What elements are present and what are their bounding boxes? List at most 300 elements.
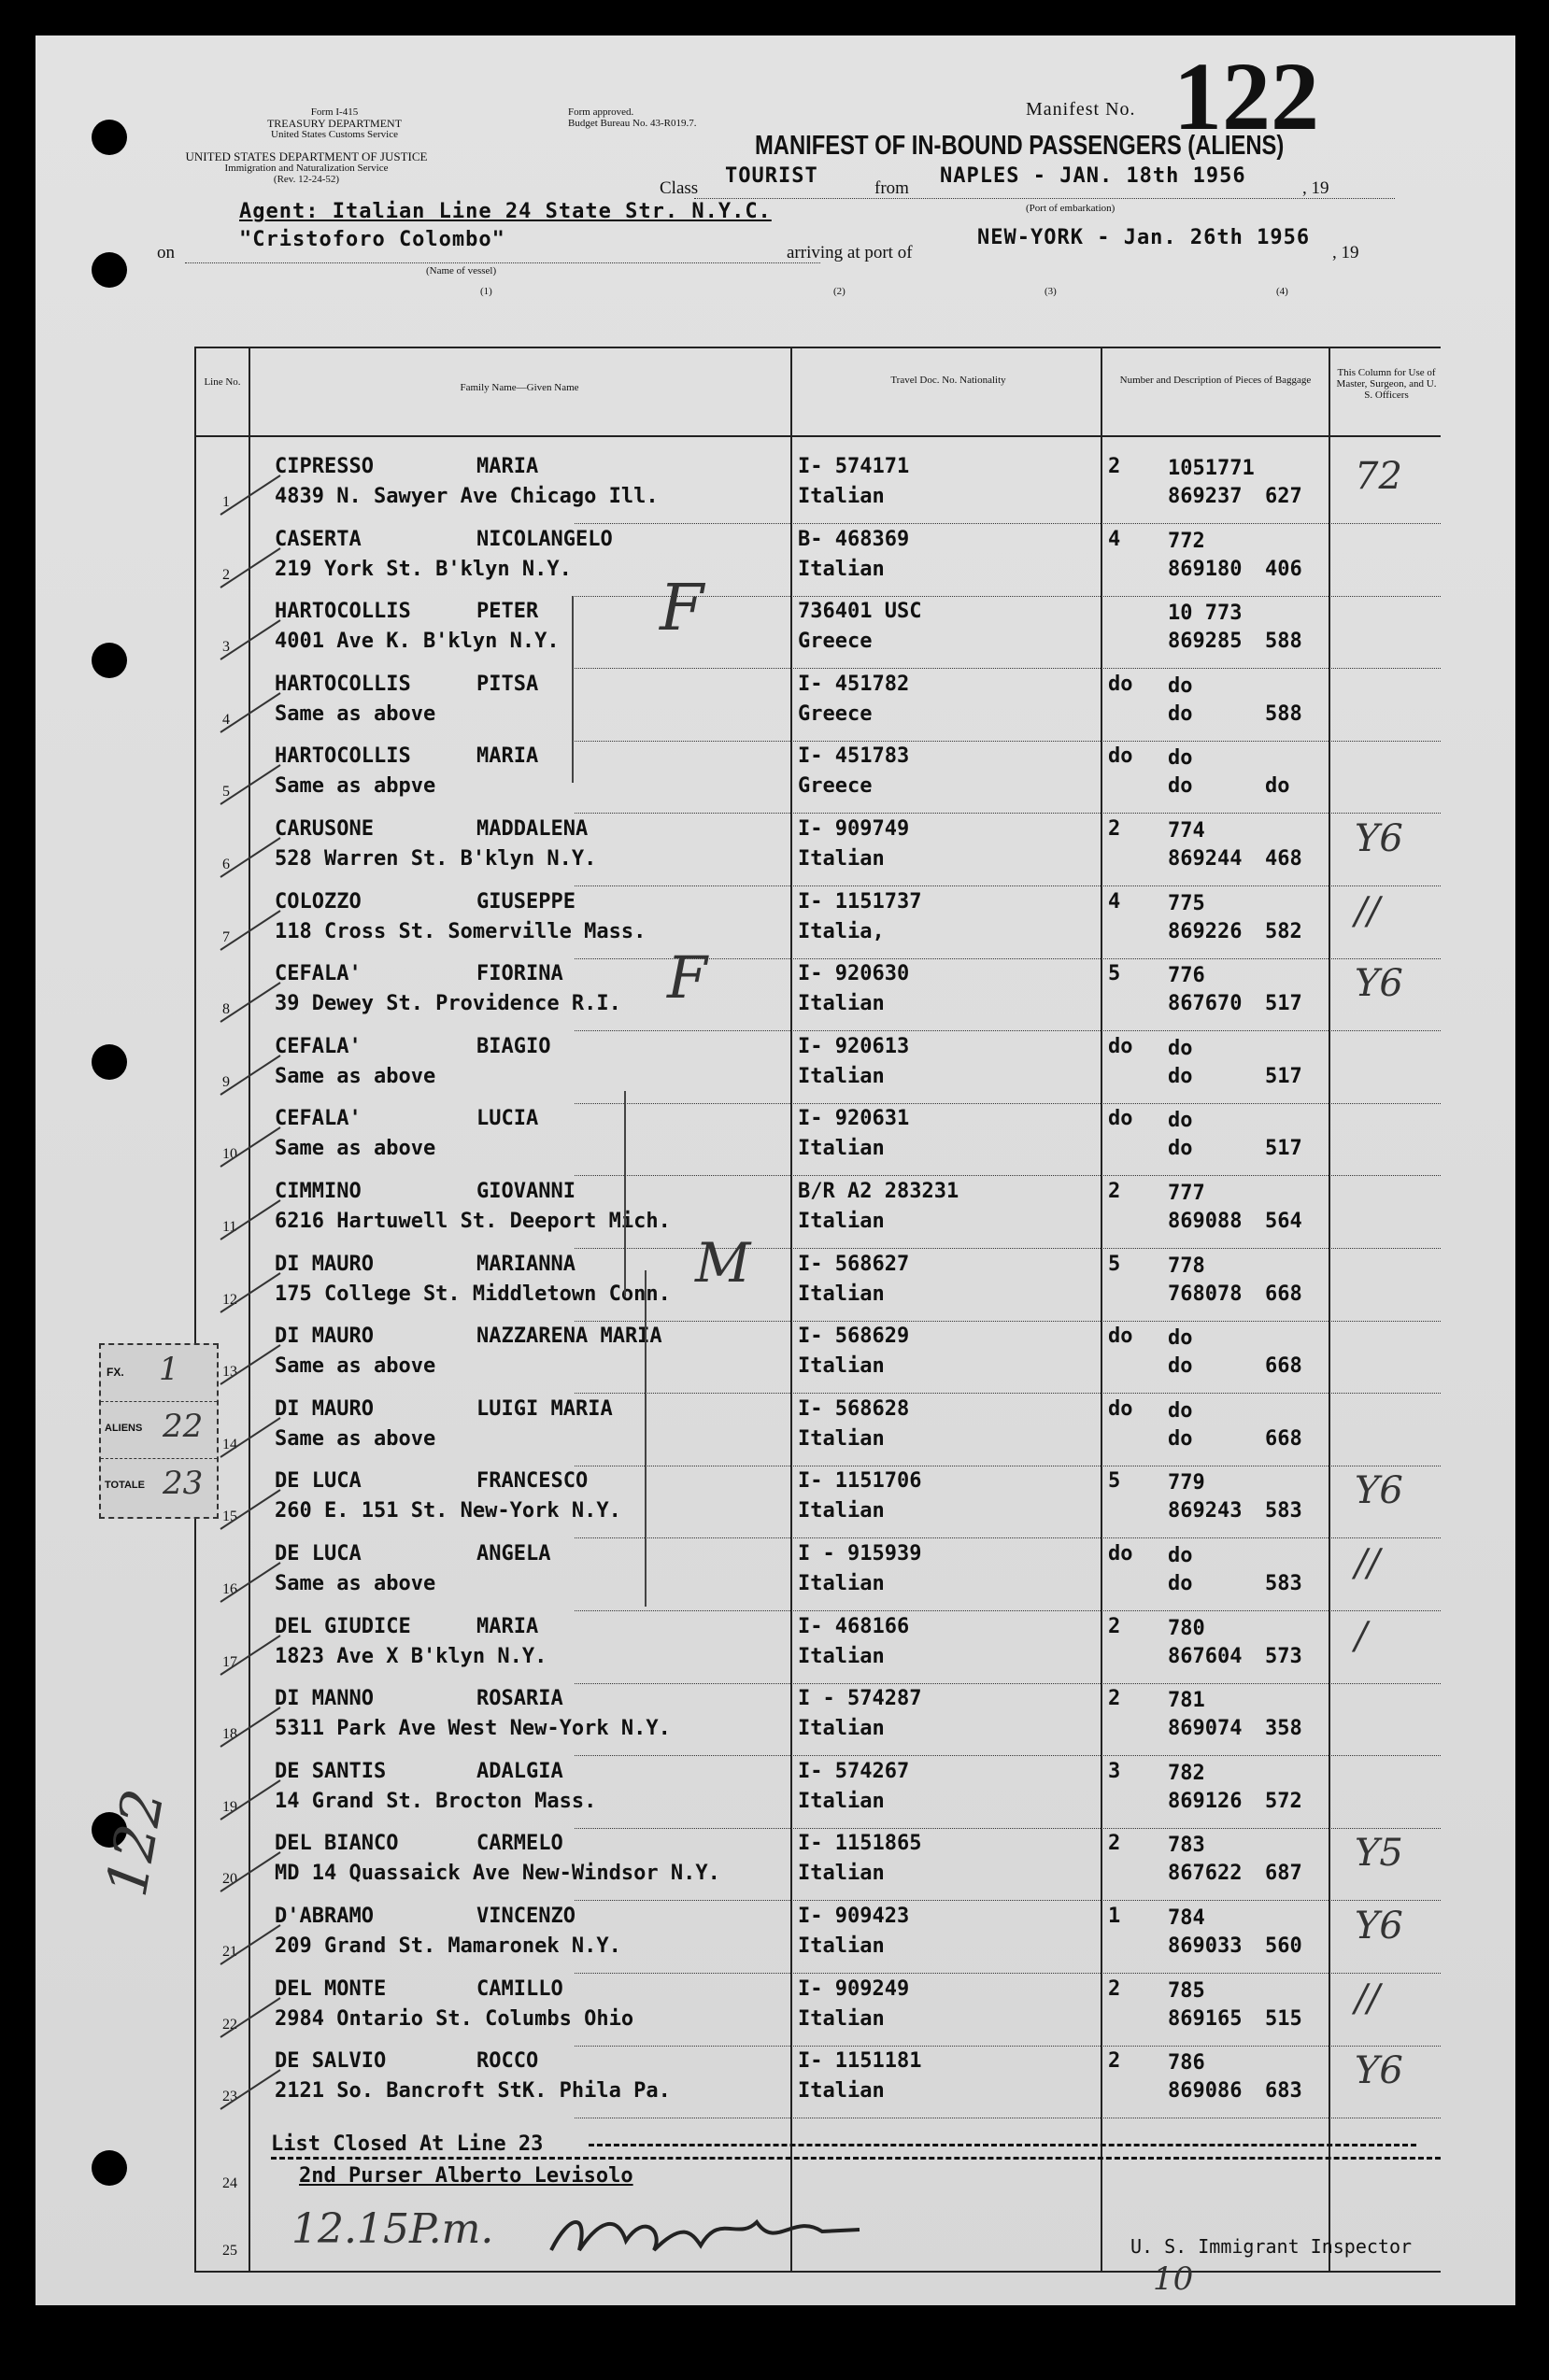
baggage-weight: 668 bbox=[1265, 1354, 1302, 1379]
family-name: CARUSONE bbox=[275, 817, 374, 841]
line-number: 4 bbox=[222, 711, 230, 728]
baggage-pieces: 4 bbox=[1108, 527, 1121, 551]
table-row bbox=[196, 451, 1441, 524]
baggage-tag-2: 867604 bbox=[1168, 1644, 1243, 1668]
baggage-tag-2: do bbox=[1168, 1354, 1193, 1379]
address: 175 College St. Middletown Conn. bbox=[275, 1282, 671, 1306]
class-value: TOURIST bbox=[725, 164, 818, 188]
baggage-tag-1: 776 bbox=[1168, 964, 1205, 988]
line-number: 14 bbox=[222, 1436, 237, 1452]
punch-hole bbox=[92, 1044, 127, 1080]
col-num-4: (4) bbox=[1276, 286, 1288, 297]
family-name: CIPRESSO bbox=[275, 455, 374, 478]
line-number: 19 bbox=[222, 1798, 237, 1815]
baggage-tag-1: 779 bbox=[1168, 1471, 1205, 1495]
nationality: Italian bbox=[798, 1934, 885, 1958]
customs-service: United States Customs Service bbox=[271, 129, 398, 140]
travel-doc-no: I- 574267 bbox=[798, 1759, 910, 1783]
line-number: 17 bbox=[222, 1653, 237, 1670]
check-tick bbox=[215, 758, 290, 814]
punch-hole bbox=[92, 252, 127, 288]
nationality: Greece bbox=[798, 774, 873, 799]
vessel-name: "Cristoforo Colombo" bbox=[239, 228, 505, 251]
address: 4839 N. Sawyer Ave Chicago Ill. bbox=[275, 485, 659, 508]
officer-note: // bbox=[1355, 1542, 1380, 1585]
line-number: 3 bbox=[222, 639, 230, 656]
given-name: GIUSEPPE bbox=[476, 889, 576, 914]
baggage-tag-1: 781 bbox=[1168, 1689, 1205, 1713]
nationality: Greece bbox=[798, 630, 873, 654]
check-tick bbox=[215, 1482, 290, 1538]
line-number: 2 bbox=[222, 566, 230, 583]
check-tick bbox=[215, 1338, 290, 1394]
line-number: 15 bbox=[222, 1509, 237, 1525]
table-row bbox=[196, 2046, 1441, 2118]
baggage-pieces: 5 bbox=[1108, 962, 1121, 986]
check-tick bbox=[215, 686, 290, 742]
manifest-page bbox=[36, 35, 1515, 2305]
nationality: Italian bbox=[798, 1644, 885, 1668]
table-row bbox=[196, 524, 1441, 597]
baggage-tag-1: 775 bbox=[1168, 891, 1205, 915]
baggage-tag-1: 785 bbox=[1168, 1978, 1205, 2003]
table-row bbox=[196, 1321, 1441, 1394]
handwritten-time: 12.15P.m. bbox=[291, 2205, 494, 2253]
nationality: Italian bbox=[798, 2079, 885, 2104]
punch-hole bbox=[92, 2150, 127, 2186]
table-row bbox=[196, 1756, 1441, 1829]
given-name: NAZZARENA MARIA bbox=[476, 1325, 662, 1349]
check-tick bbox=[215, 1845, 290, 1901]
travel-doc-no: I - 574287 bbox=[798, 1687, 922, 1711]
inspector-signature bbox=[542, 2203, 878, 2269]
given-name: ANGELA bbox=[476, 1542, 551, 1565]
page-title: MANIFEST OF IN-BOUND PASSENGERS (ALIENS) bbox=[755, 131, 1285, 161]
line-number: 12 bbox=[222, 1291, 237, 1308]
baggage-tag-2: do bbox=[1168, 1426, 1193, 1451]
check-tick bbox=[215, 1628, 290, 1684]
family-name: CEFALA' bbox=[275, 1034, 362, 1058]
travel-doc-no: I- 568628 bbox=[798, 1396, 910, 1421]
ins-service: Immigration and Naturalization Service bbox=[224, 163, 389, 174]
baggage-pieces: 2 bbox=[1108, 1180, 1121, 1203]
baggage-pieces: do bbox=[1108, 1107, 1133, 1131]
baggage-weight: 517 bbox=[1265, 992, 1302, 1016]
officer-note: Y5 bbox=[1355, 1832, 1403, 1876]
address: Same as above bbox=[275, 1064, 436, 1088]
baggage-weight: 627 bbox=[1265, 485, 1302, 508]
travel-doc-no: B- 468369 bbox=[798, 527, 910, 551]
family-name: HARTOCOLLIS bbox=[275, 672, 411, 696]
given-name: MARIA bbox=[476, 744, 539, 769]
line-number: 8 bbox=[222, 1001, 230, 1018]
family-name: DEL GIUDICE bbox=[275, 1614, 411, 1638]
check-tick bbox=[215, 830, 290, 886]
revision: (Rev. 12-24-52) bbox=[273, 174, 340, 185]
baggage-pieces: do bbox=[1108, 1396, 1133, 1421]
check-tick bbox=[215, 1193, 290, 1249]
check-tick bbox=[215, 541, 290, 597]
address: 209 Grand St. Mamaronek N.Y. bbox=[275, 1934, 621, 1958]
tally-aliens-value: 22 bbox=[163, 1408, 204, 1445]
tally-fx-value: 1 bbox=[159, 1351, 179, 1388]
travel-doc-no: I- 1151865 bbox=[798, 1832, 922, 1856]
given-name: ROSARIA bbox=[476, 1687, 563, 1711]
baggage-pieces: 2 bbox=[1108, 1614, 1121, 1638]
arriving-value: NEW-YORK - Jan. 26th 1956 bbox=[977, 226, 1311, 249]
manifest-label: Manifest No. bbox=[1026, 99, 1136, 120]
family-name: DEL BIANCO bbox=[275, 1832, 399, 1856]
port-embarkation-caption: (Port of embarkation) bbox=[1026, 203, 1116, 214]
travel-doc-no: I- 909423 bbox=[798, 1905, 910, 1928]
travel-doc-no: I- 1151706 bbox=[798, 1469, 922, 1494]
margin-mark-f1: F bbox=[660, 572, 704, 645]
table-row bbox=[196, 1249, 1441, 1322]
baggage-tag-1: 782 bbox=[1168, 1761, 1205, 1785]
col-num-2: (2) bbox=[833, 286, 846, 297]
family-name: DE SANTIS bbox=[275, 1759, 387, 1783]
nationality: Italian bbox=[798, 992, 885, 1016]
given-name: PITSA bbox=[476, 672, 539, 696]
baggage-pieces: do bbox=[1108, 1542, 1133, 1565]
family-name: CIMMINO bbox=[275, 1180, 362, 1203]
officer-note: Y6 bbox=[1355, 2049, 1403, 2093]
baggage-tag-1: do bbox=[1168, 1326, 1193, 1351]
table-row bbox=[196, 596, 1441, 669]
address: MD 14 Quassaick Ave New-Windsor N.Y. bbox=[275, 1862, 720, 1886]
from-value: NAPLES - JAN. 18th 1956 bbox=[940, 164, 1246, 188]
officer-note: Y6 bbox=[1355, 1469, 1403, 1513]
table-row bbox=[196, 1031, 1441, 1104]
nationality: Italian bbox=[798, 1210, 885, 1233]
baggage-pieces: 2 bbox=[1108, 1976, 1121, 2001]
address: 260 E. 151 St. New-York N.Y. bbox=[275, 1499, 621, 1523]
passenger-table bbox=[194, 347, 1441, 2273]
baggage-tag-1: do bbox=[1168, 1036, 1193, 1060]
check-tick bbox=[215, 1918, 290, 1974]
nationality: Italian bbox=[798, 847, 885, 871]
line-number: 22 bbox=[222, 2016, 237, 2033]
table-row bbox=[196, 1611, 1441, 1684]
table-row bbox=[196, 1176, 1441, 1249]
baggage-tag-1: do bbox=[1168, 1544, 1193, 1567]
baggage-weight: 515 bbox=[1265, 2006, 1302, 2031]
table-row bbox=[196, 741, 1441, 814]
nationality: Italian bbox=[798, 557, 885, 581]
baggage-tag-1: do bbox=[1168, 746, 1193, 771]
travel-doc-no: 736401 USC bbox=[798, 600, 922, 624]
margin-number: 122 bbox=[93, 1784, 178, 1902]
baggage-weight: 583 bbox=[1265, 1499, 1302, 1523]
travel-doc-no: I- 568627 bbox=[798, 1252, 910, 1276]
address: 14 Grand St. Brocton Mass. bbox=[275, 1789, 597, 1813]
given-name: FIORINA bbox=[476, 962, 563, 986]
family-name: HARTOCOLLIS bbox=[275, 744, 411, 769]
travel-doc-no: I- 468166 bbox=[798, 1614, 910, 1638]
baggage-pieces: 3 bbox=[1108, 1759, 1121, 1783]
check-tick bbox=[215, 1120, 290, 1176]
from-year: , 19 bbox=[1302, 178, 1329, 198]
family-name: CASERTA bbox=[275, 527, 362, 551]
table-row bbox=[196, 1683, 1441, 1756]
baggage-tag-1: 783 bbox=[1168, 1834, 1205, 1858]
baggage-pieces: 2 bbox=[1108, 1687, 1121, 1711]
baggage-tag-2: do bbox=[1168, 1137, 1193, 1161]
arriving-label: arriving at port of bbox=[787, 243, 913, 262]
travel-doc-no: I- 574171 bbox=[798, 455, 910, 478]
baggage-weight: 517 bbox=[1265, 1064, 1302, 1088]
travel-doc-no: I- 909749 bbox=[798, 817, 910, 841]
given-name: VINCENZO bbox=[476, 1905, 576, 1928]
baggage-pieces: do bbox=[1108, 672, 1133, 696]
budget-bureau: Budget Bureau No. 43-R019.7. bbox=[568, 118, 697, 129]
baggage-tag-2: 869033 bbox=[1168, 1934, 1243, 1958]
check-tick bbox=[215, 1048, 290, 1104]
travel-doc-no: I- 920630 bbox=[798, 962, 910, 986]
nationality: Italian bbox=[798, 2006, 885, 2031]
treasury-dept: TREASURY DEPARTMENT bbox=[266, 117, 403, 130]
nationality: Greece bbox=[798, 701, 873, 726]
nationality: Italian bbox=[798, 1137, 885, 1161]
form-number: Form I-415 bbox=[310, 106, 359, 118]
header-travel-doc: Travel Doc. No. Nationality bbox=[890, 375, 1006, 386]
travel-doc-no: I- 909249 bbox=[798, 1976, 910, 2001]
baggage-weight: 668 bbox=[1265, 1426, 1302, 1451]
baggage-tag-1: 774 bbox=[1168, 819, 1205, 843]
nationality: Italian bbox=[798, 1499, 885, 1523]
baggage-weight: 588 bbox=[1265, 701, 1302, 726]
baggage-tag-2: 869088 bbox=[1168, 1210, 1243, 1233]
baggage-tag-2: do bbox=[1168, 1572, 1193, 1595]
family-name: DI MAURO bbox=[275, 1252, 374, 1276]
address: Same as above bbox=[275, 1137, 436, 1161]
inspector-caption: U. S. Immigrant Inspector bbox=[1130, 2235, 1413, 2258]
travel-doc-no: I- 920613 bbox=[798, 1034, 910, 1058]
baggage-pieces: do bbox=[1108, 1034, 1133, 1058]
header-line-no: Line No. bbox=[204, 376, 241, 388]
given-name: MADDALENA bbox=[476, 817, 589, 841]
line-number: 20 bbox=[222, 1871, 237, 1888]
baggage-tag-2: 869285 bbox=[1168, 630, 1243, 654]
table-row bbox=[196, 669, 1441, 742]
nationality: Italian bbox=[798, 1862, 885, 1886]
travel-doc-no: I- 1151737 bbox=[798, 889, 922, 914]
nationality: Italian bbox=[798, 1064, 885, 1088]
table-row bbox=[196, 1103, 1441, 1176]
given-name: MARIA bbox=[476, 455, 539, 478]
line-number: 1 bbox=[222, 494, 230, 510]
punch-hole bbox=[92, 120, 127, 155]
margin-mark-m: M bbox=[695, 1231, 751, 1295]
family-name: DE SALVIO bbox=[275, 2049, 387, 2074]
line-number: 23 bbox=[222, 2089, 237, 2105]
family-name: DI MAURO bbox=[275, 1396, 374, 1421]
check-tick bbox=[215, 2062, 290, 2118]
address: 528 Warren St. B'klyn N.Y. bbox=[275, 847, 597, 871]
baggage-weight: 668 bbox=[1265, 1282, 1302, 1306]
line-number: 5 bbox=[222, 784, 230, 800]
given-name: MARIANNA bbox=[476, 1252, 576, 1276]
officer-note: / bbox=[1355, 1614, 1368, 1658]
line-number: 13 bbox=[222, 1364, 237, 1381]
form-approved: Form approved. bbox=[568, 106, 634, 118]
line-number-24: 24 bbox=[222, 2175, 237, 2191]
baggage-tag-2: do bbox=[1168, 774, 1193, 799]
baggage-weight: do bbox=[1265, 774, 1290, 799]
table-row bbox=[196, 1828, 1441, 1901]
line-number: 10 bbox=[222, 1146, 237, 1163]
tally-stamp bbox=[99, 1343, 219, 1519]
family-name: D'ABRAMO bbox=[275, 1905, 374, 1928]
family-name: DI MAURO bbox=[275, 1325, 374, 1349]
baggage-pieces: 2 bbox=[1108, 1832, 1121, 1856]
line-number: 6 bbox=[222, 857, 230, 872]
baggage-tag-2: 869180 bbox=[1168, 557, 1243, 581]
check-tick bbox=[215, 613, 290, 669]
agent-line: Agent: Italian Line 24 State Str. N.Y.C. bbox=[239, 200, 772, 223]
baggage-pieces: 2 bbox=[1108, 2049, 1121, 2074]
check-tick bbox=[215, 975, 290, 1031]
header-baggage: Number and Description of Pieces of Baggage bbox=[1119, 375, 1312, 386]
nationality: Italia, bbox=[798, 919, 885, 943]
punch-hole bbox=[92, 643, 127, 678]
given-name: ADALGIA bbox=[476, 1759, 563, 1783]
address: 6216 Hartuwell St. Deeport Mich. bbox=[275, 1210, 671, 1233]
margin-mark-f2: F bbox=[667, 943, 708, 1012]
baggage-weight: 687 bbox=[1265, 1862, 1302, 1886]
baggage-tag-2: do bbox=[1168, 701, 1193, 726]
baggage-tag-2: 869244 bbox=[1168, 847, 1243, 871]
header-name: Family Name—Given Name bbox=[460, 382, 579, 393]
baggage-tag-1: do bbox=[1168, 1109, 1193, 1133]
baggage-weight: 583 bbox=[1265, 1572, 1302, 1595]
officer-note: // bbox=[1355, 889, 1380, 933]
baggage-tag-1: 786 bbox=[1168, 2051, 1205, 2075]
address: 1823 Ave X B'klyn N.Y. bbox=[275, 1644, 547, 1668]
family-name: CEFALA' bbox=[275, 962, 362, 986]
baggage-tag-1: do bbox=[1168, 1398, 1193, 1423]
baggage-tag-1: 772 bbox=[1168, 529, 1205, 553]
check-tick bbox=[215, 1990, 290, 2047]
family-name: DE LUCA bbox=[275, 1542, 362, 1565]
family-name: DI MANNO bbox=[275, 1687, 374, 1711]
baggage-weight: 468 bbox=[1265, 847, 1302, 871]
header-officers: This Column for Use of Master, Surgeon, and U. S. Officers bbox=[1336, 367, 1437, 401]
given-name: CARMELO bbox=[476, 1832, 563, 1856]
given-name: PETER bbox=[476, 600, 539, 624]
officer-note: Y6 bbox=[1355, 1905, 1403, 1948]
baggage-weight: 406 bbox=[1265, 557, 1302, 581]
baggage-tag-1: 780 bbox=[1168, 1616, 1205, 1640]
check-tick bbox=[215, 1773, 290, 1829]
table-row bbox=[196, 886, 1441, 959]
officer-note: 72 bbox=[1355, 455, 1402, 498]
address: 5311 Park Ave West New-York N.Y. bbox=[275, 1717, 671, 1741]
family-name: COLOZZO bbox=[275, 889, 362, 914]
given-name: GIOVANNI bbox=[476, 1180, 576, 1203]
from-label: from bbox=[874, 178, 909, 198]
baggage-weight: 560 bbox=[1265, 1934, 1302, 1958]
baggage-pieces: 5 bbox=[1108, 1469, 1121, 1494]
line-number: 16 bbox=[222, 1581, 237, 1597]
vessel-caption: (Name of vessel) bbox=[426, 265, 497, 276]
baggage-weight: 564 bbox=[1265, 1210, 1302, 1233]
tally-fx-label: FX. bbox=[107, 1366, 124, 1379]
baggage-tag-2: 869226 bbox=[1168, 919, 1243, 943]
baggage-tag-1: 777 bbox=[1168, 1182, 1205, 1205]
baggage-weight: 573 bbox=[1265, 1644, 1302, 1668]
baggage-weight: 358 bbox=[1265, 1717, 1302, 1741]
given-name: LUIGI MARIA bbox=[476, 1396, 613, 1421]
given-name: LUCIA bbox=[476, 1107, 539, 1131]
baggage-tag-1: 784 bbox=[1168, 1906, 1205, 1930]
line-number: 11 bbox=[222, 1219, 237, 1235]
address: 219 York St. B'klyn N.Y. bbox=[275, 557, 572, 581]
baggage-tag-2: 869086 bbox=[1168, 2079, 1243, 2104]
baggage-pieces: 4 bbox=[1108, 889, 1121, 914]
given-name: ROCCO bbox=[476, 2049, 539, 2074]
travel-doc-no: I - 915939 bbox=[798, 1542, 922, 1565]
nationality: Italian bbox=[798, 1717, 885, 1741]
baggage-tag-2: do bbox=[1168, 1064, 1193, 1088]
nationality: Italian bbox=[798, 1354, 885, 1379]
baggage-tag-2: 867622 bbox=[1168, 1862, 1243, 1886]
officer-note: Y6 bbox=[1355, 817, 1403, 860]
baggage-pieces: 5 bbox=[1108, 1252, 1121, 1276]
nationality: Italian bbox=[798, 1426, 885, 1451]
baggage-tag-2: 867670 bbox=[1168, 992, 1243, 1016]
given-name: FRANCESCO bbox=[476, 1469, 589, 1494]
table-row bbox=[196, 1901, 1441, 1974]
address: 39 Dewey St. Providence R.I. bbox=[275, 992, 621, 1016]
baggage-weight: 683 bbox=[1265, 2079, 1302, 2104]
family-name: CEFALA' bbox=[275, 1107, 362, 1131]
address: Same as above bbox=[275, 701, 436, 726]
check-tick bbox=[215, 1266, 290, 1322]
address: Same as above bbox=[275, 1426, 436, 1451]
on-label: on bbox=[157, 243, 175, 262]
tally-total-label: TOTALE bbox=[105, 1480, 145, 1491]
address: 2984 Ontario St. Columbs Ohio bbox=[275, 2006, 634, 2031]
manifest-number: 122 bbox=[1173, 43, 1319, 150]
table-row bbox=[196, 1974, 1441, 2047]
line-number: 9 bbox=[222, 1073, 230, 1090]
class-label: Class bbox=[660, 178, 699, 198]
check-tick bbox=[215, 1410, 290, 1466]
table-row bbox=[196, 814, 1441, 886]
baggage-pieces: 2 bbox=[1108, 455, 1121, 478]
baggage-weight: 517 bbox=[1265, 1137, 1302, 1161]
check-tick bbox=[215, 1700, 290, 1756]
arriving-year: , 19 bbox=[1332, 243, 1359, 262]
travel-doc-no: B/R A2 283231 bbox=[798, 1180, 959, 1203]
travel-doc-no: I- 920631 bbox=[798, 1107, 910, 1131]
justice-dept: UNITED STATES DEPARTMENT OF JUSTICE bbox=[185, 149, 428, 163]
family-name: HARTOCOLLIS bbox=[275, 600, 411, 624]
address: Same as above bbox=[275, 1354, 436, 1379]
baggage-pieces: 2 bbox=[1108, 817, 1121, 841]
table-row bbox=[196, 1466, 1441, 1538]
given-name: CAMILLO bbox=[476, 1976, 563, 2001]
list-closed-text: List Closed At Line 23 bbox=[271, 2132, 544, 2156]
travel-doc-no: I- 568629 bbox=[798, 1325, 910, 1349]
check-tick bbox=[215, 1555, 290, 1611]
line-number: 21 bbox=[222, 1944, 237, 1960]
address: Same as above bbox=[275, 1572, 436, 1595]
baggage-pieces: do bbox=[1108, 1325, 1133, 1349]
line-number-25: 25 bbox=[222, 2243, 237, 2259]
col-num-3: (3) bbox=[1045, 286, 1057, 297]
